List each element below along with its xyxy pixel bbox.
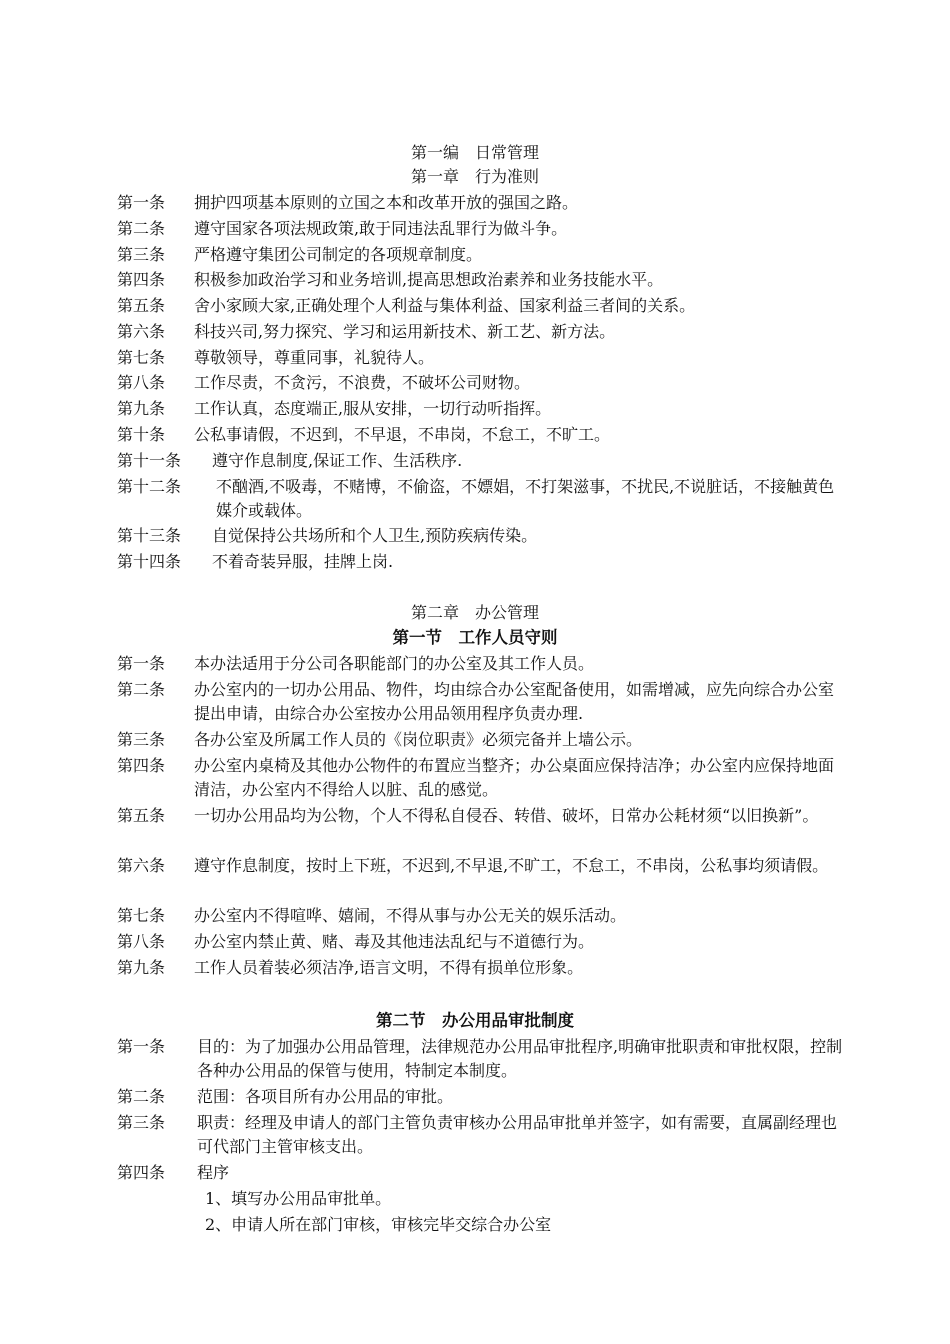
article-label: 第三条 xyxy=(117,730,166,749)
chapter-1-article-12 xyxy=(117,475,846,523)
article-text: 科技兴司,努力探究、学习和运用新技术、新工艺、新方法。 xyxy=(194,322,616,341)
article-label: 第九条 xyxy=(117,399,166,418)
article-text: 严格遵守集团公司制定的各项规章制度。 xyxy=(194,245,483,264)
article-label: 第四条 xyxy=(117,756,166,775)
section-1-article-1 xyxy=(117,652,846,676)
article-text: 一切办公用品均为公物，个人不得私自侵吞、转借、破坏，日常办公耗材须“以旧换新”。 xyxy=(194,806,819,825)
article-label: 第一条 xyxy=(117,654,166,673)
procedure-step-1: 1、填写办公用品审批单。 xyxy=(205,1189,392,1208)
chapter-1-article-9 xyxy=(117,397,846,421)
section-2-title: 第二节 办公用品审批制度 xyxy=(376,1011,574,1030)
article-text: 公私事请假，不迟到，不早退，不串岗，不怠工，不旷工。 xyxy=(194,425,611,444)
section-2-article-1 xyxy=(117,1035,846,1083)
chapter-1-article-10 xyxy=(117,423,846,447)
article-text: 办公室内禁止黄、赌、毒及其他违法乱纪与不道德行为。 xyxy=(194,932,595,951)
article-label: 第四条 xyxy=(117,270,166,289)
article-text: 程序 xyxy=(197,1163,230,1182)
section-1-title: 第一节 工作人员守则 xyxy=(392,628,558,647)
article-label: 第二条 xyxy=(117,1087,166,1106)
section-1-article-4 xyxy=(117,754,846,802)
article-label: 第九条 xyxy=(117,958,166,977)
article-text: 积极参加政治学习和业务培训,提高思想政治素养和业务技能水平。 xyxy=(194,270,664,289)
section-2-article-4 xyxy=(117,1161,846,1185)
article-label: 第五条 xyxy=(117,806,166,825)
article-label: 第七条 xyxy=(117,348,166,367)
article-text: 工作认真，态度端正,服从安排，一切行动听指挥。 xyxy=(194,399,552,418)
chapter-1-article-6 xyxy=(117,320,846,344)
section-1-article-3 xyxy=(117,728,846,752)
section-1-article-9 xyxy=(117,956,846,980)
section-1-article-6 xyxy=(117,854,846,878)
article-text: 目的：为了加强办公用品管理，法律规范办公用品审批程序,明确审批职责和审批权限，控制各种办公用品的保管与使用，特制定本制度。 xyxy=(197,1037,843,1080)
article-label: 第四条 xyxy=(117,1163,166,1182)
section-1-article-5 xyxy=(117,804,846,828)
chapter-1-article-7 xyxy=(117,346,846,370)
article-label: 第十三条 xyxy=(117,526,182,545)
article-label: 第一条 xyxy=(117,1037,166,1056)
article-label: 第六条 xyxy=(117,322,166,341)
section-1-article-2 xyxy=(117,678,846,726)
chapter-1-article-2 xyxy=(117,217,846,241)
article-label: 第十一条 xyxy=(117,451,182,470)
chapter-1-article-5 xyxy=(117,294,846,318)
chapter-1-title: 第一章 行为准则 xyxy=(410,167,539,186)
article-text: 办公室内不得喧哗、嬉闹，不得从事与办公无关的娱乐活动。 xyxy=(194,906,627,925)
article-text: 工作人员着装必须洁净,语言文明，不得有损单位形象。 xyxy=(194,958,584,977)
chapter-1-article-11 xyxy=(117,449,846,473)
part-title: 第一编 日常管理 xyxy=(410,143,539,162)
article-text: 范围：各项目所有办公用品的审批。 xyxy=(197,1087,454,1106)
section-2-article-3 xyxy=(117,1111,846,1159)
article-text: 遵守作息制度,保证工作、生活秩序. xyxy=(212,451,463,470)
article-label: 第十条 xyxy=(117,425,166,444)
article-label: 第二条 xyxy=(117,680,166,699)
section-1-article-8 xyxy=(117,930,846,954)
procedure-step-2: 2、申请人所在部门审核，审核完毕交综合办公室 xyxy=(205,1215,552,1234)
article-label: 第十四条 xyxy=(117,552,182,571)
article-text: 遵守作息制度，按时上下班，不迟到,不早退,不旷工，不怠工，不串岗，公私事均须请假。 xyxy=(194,856,829,875)
chapter-1-article-8 xyxy=(117,371,846,395)
section-2-article-2 xyxy=(117,1085,846,1109)
article-text: 各办公室及所属工作人员的《岗位职责》必须完备并上墙公示。 xyxy=(194,730,643,749)
article-text: 不着奇装异服，挂牌上岗. xyxy=(212,552,394,571)
article-text: 工作尽责，不贪污，不浪费，不破坏公司财物。 xyxy=(194,373,531,392)
article-text: 舍小家顾大家,正确处理个人利益与集体利益、国家利益三者间的关系。 xyxy=(194,296,696,315)
chapter-1-article-1 xyxy=(117,191,846,215)
chapter-1-article-14 xyxy=(117,550,846,574)
chapter-2-title: 第二章 办公管理 xyxy=(410,603,539,622)
article-label: 第三条 xyxy=(117,245,166,264)
chapter-1-article-3 xyxy=(117,243,846,267)
article-text: 办公室内桌椅及其他办公物件的布置应当整齐；办公桌面应保持洁净；办公室内应保持地面清洁，办公室内不得给人以脏、乱的感觉。 xyxy=(194,756,835,799)
article-label: 第二条 xyxy=(117,219,166,238)
article-label: 第一条 xyxy=(117,193,166,212)
article-text: 拥护四项基本原则的立国之本和改革开放的强国之路。 xyxy=(194,193,579,212)
article-text: 职责：经理及申请人的部门主管负责审核办公用品审批单并签字，如有需要，直属副经理也可代部门主管审核支出。 xyxy=(197,1113,838,1156)
article-label: 第三条 xyxy=(117,1113,166,1132)
article-text: 自觉保持公共场所和个人卫生,预防疾病传染。 xyxy=(212,526,538,545)
chapter-1-article-13 xyxy=(117,524,846,548)
article-label: 第五条 xyxy=(117,296,166,315)
article-label: 第八条 xyxy=(117,932,166,951)
article-text: 办公室内的一切办公用品、物件，均由综合办公室配备使用，如需增减，应先向综合办公室提出申请，由综合办公室按办公用品领用程序负责办理. xyxy=(194,680,835,723)
article-text: 尊敬领导，尊重同事，礼貌待人。 xyxy=(194,348,435,367)
chapter-1-article-4 xyxy=(117,268,846,292)
article-text: 不酗酒,不吸毒，不赌博，不偷盗，不嫖娼，不打架滋事，不扰民,不说脏话，不接触黄色媒介或载体。 xyxy=(216,477,835,520)
article-text: 遵守国家各项法规政策,敢于同违法乱罪行为做斗争。 xyxy=(194,219,568,238)
article-label: 第十二条 xyxy=(117,477,182,496)
article-text: 本办法适用于分公司各职能部门的办公室及其工作人员。 xyxy=(194,654,595,673)
section-1-article-7 xyxy=(117,904,846,928)
article-label: 第六条 xyxy=(117,856,166,875)
article-label: 第八条 xyxy=(117,373,166,392)
article-label: 第七条 xyxy=(117,906,166,925)
